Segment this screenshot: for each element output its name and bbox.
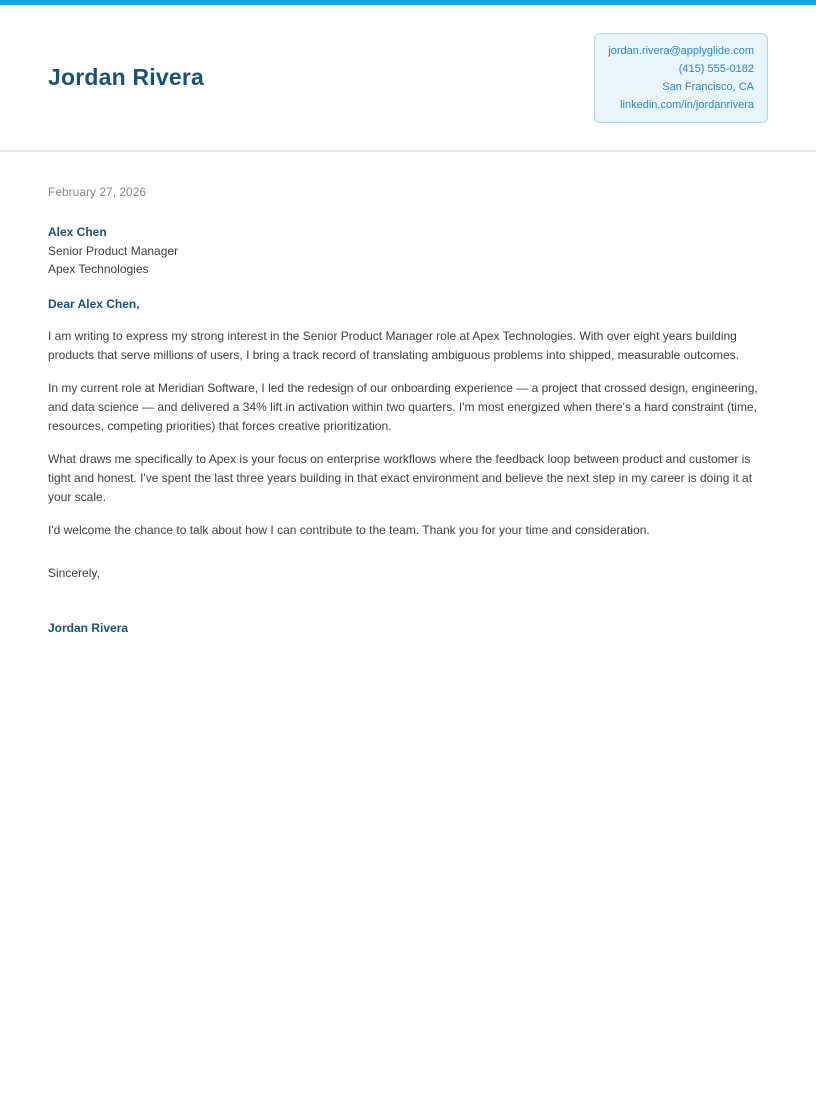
contact-linkedin: linkedin.com/in/jordanrivera [620,98,754,111]
recipient-title: Senior Product Manager [48,243,179,258]
letter-header [0,5,816,152]
recipient-block [48,223,768,279]
contact-email: jordan.rivera@applyglide.com [608,44,754,57]
signature-name: Jordan Rivera [48,620,129,635]
contact-phone: (415) 555-0182 [678,62,754,75]
recipient-company: Apex Technologies [48,262,149,276]
contact-card [594,33,768,123]
salutation: Dear Alex Chen, [48,296,140,311]
letter-paragraph-1: I am writing to express my strong interest in the Senior Product Manager role at Apex Technologies. With over eight years building products that serve millions of users, I bring a track record of translating ambiguous problems into shipped, measurable outcomes. [48,328,740,362]
letter-body [0,152,816,698]
recipient-name: Alex Chen [48,225,107,239]
letter-paragraph-2: In my current role at Meridian Software, I led the redesign of our onboarding experience — a project that crossed design, engineering, and data science — and delivered a 34% lift in activation within two quarters. I'm most energized when there's a hard constraint (time, resources, competing priorities) that forces creative prioritization. [48,380,758,433]
letter-paragraph-3: What draws me specifically to Apex is your focus on enterprise workflows where the feedback loop between product and customer is tight and honest. I've spent the last three years building in that exact environment and believe the next step in my career is doing it at your scale. [48,451,753,504]
page-title: Jordan Rivera [48,64,204,90]
letter-paragraph-4: I'd welcome the chance to talk about how I can contribute to the team. Thank you for your time and consideration. [48,522,650,537]
letter-date: February 27, 2026 [48,185,147,199]
closing: Sincerely, [48,565,100,580]
contact-location: San Francisco, CA [662,80,754,93]
